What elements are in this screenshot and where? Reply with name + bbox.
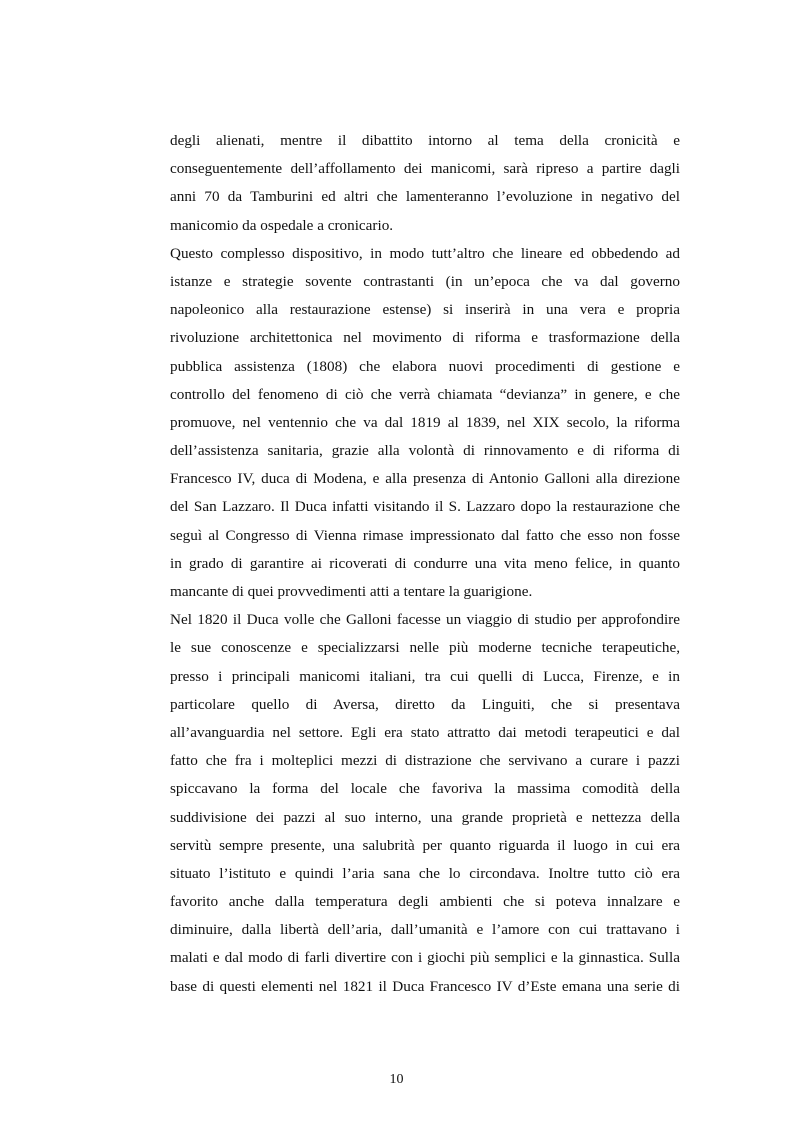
text-line: fatto che fra i molteplici mezzi di distrazione che servivano a curare i pazzi — [170, 752, 680, 770]
text-line: base di questi elementi nel 1821 il Duca Francesco IV d’Este emana una serie di — [170, 977, 680, 995]
text-line: del San Lazzaro. Il Duca infatti visitando il S. Lazzaro dopo la restaurazione che — [170, 498, 680, 516]
text-line: mancante di quei provvedimenti atti a tentare la guarigione. — [170, 583, 533, 600]
text-line: istanze e strategie sovente contrastanti (in un’epoca che va dal governo — [170, 272, 680, 290]
text-line: all’avanguardia nel settore. Egli era stato attratto dai metodi terapeutici e dal — [170, 723, 680, 741]
text-line: rivoluzione architettonica nel movimento di riforma e trasformazione della — [170, 329, 680, 347]
text-line: in grado di garantire ai ricoverati di condurre una vita meno felice, in quanto — [170, 554, 680, 572]
text-line: presso i principali manicomi italiani, tra cui quelli di Lucca, Firenze, e in — [170, 667, 680, 685]
text-line: controllo del fenomeno di ciò che verrà chiamata “devianza” in genere, e che — [170, 385, 680, 403]
text-line: le sue conoscenze e specializzarsi nelle più moderne tecniche terapeutiche, — [170, 639, 680, 657]
text-line: Francesco IV, duca di Modena, e alla presenza di Antonio Galloni alla direzione — [170, 470, 680, 488]
text-line: conseguentemente dell’affollamento dei manicomi, sarà ripreso a partire dagli — [170, 160, 680, 178]
text-line: Nel 1820 il Duca volle che Galloni facesse un viaggio di studio per approfondire — [170, 611, 680, 629]
text-line: servitù sempre presente, una salubrità per quanto riguarda il luogo in cui era — [170, 836, 680, 854]
text-line: situato l’istituto e quindi l’aria sana che lo circondava. Inoltre tutto ciò era — [170, 864, 680, 882]
text-line: diminuire, dalla libertà dell’aria, dall’umanità e l’amore con cui trattavano i — [170, 921, 680, 939]
text-line: particolare quello di Aversa, diretto da Linguiti, che si presentava — [170, 695, 680, 713]
text-line: favorito anche dalla temperatura degli ambienti che si poteva innalzare e — [170, 893, 680, 911]
text-line: napoleonico alla restaurazione estense) si inserirà in una vera e propria — [170, 301, 680, 319]
body-text — [170, 127, 680, 1001]
text-line: manicomio da ospedale a cronicario. — [170, 216, 394, 234]
page-number: 10 — [389, 1072, 404, 1087]
text-line: degli alienati, mentre il dibattito intorno al tema della cronicità e — [170, 132, 680, 149]
text-line: anni 70 da Tamburini ed altri che lamenteranno l’evoluzione in negativo del — [170, 188, 680, 206]
text-line: seguì al Congresso di Vienna rimase impressionato dal fatto che esso non fosse — [170, 526, 680, 544]
text-line: spiccavano la forma del locale che favoriva la massima comodità della — [170, 780, 680, 798]
text-line: malati e dal modo di farli divertire con i giochi più semplici e la ginnastica. Sulla — [170, 949, 680, 967]
text-line: pubblica assistenza (1808) che elabora nuovi procedimenti di gestione e — [170, 357, 680, 375]
text-line: dell’assistenza sanitaria, grazie alla volontà di rinnovamento e di riforma di — [170, 442, 680, 460]
text-line: Questo complesso dispositivo, in modo tutt’altro che lineare ed obbedendo ad — [170, 244, 680, 262]
text-line: suddivisione dei pazzi al suo interno, una grande proprietà e nettezza della — [170, 808, 680, 826]
text-line: promuove, nel ventennio che va dal 1819 al 1839, nel XIX secolo, la riforma — [170, 413, 680, 431]
